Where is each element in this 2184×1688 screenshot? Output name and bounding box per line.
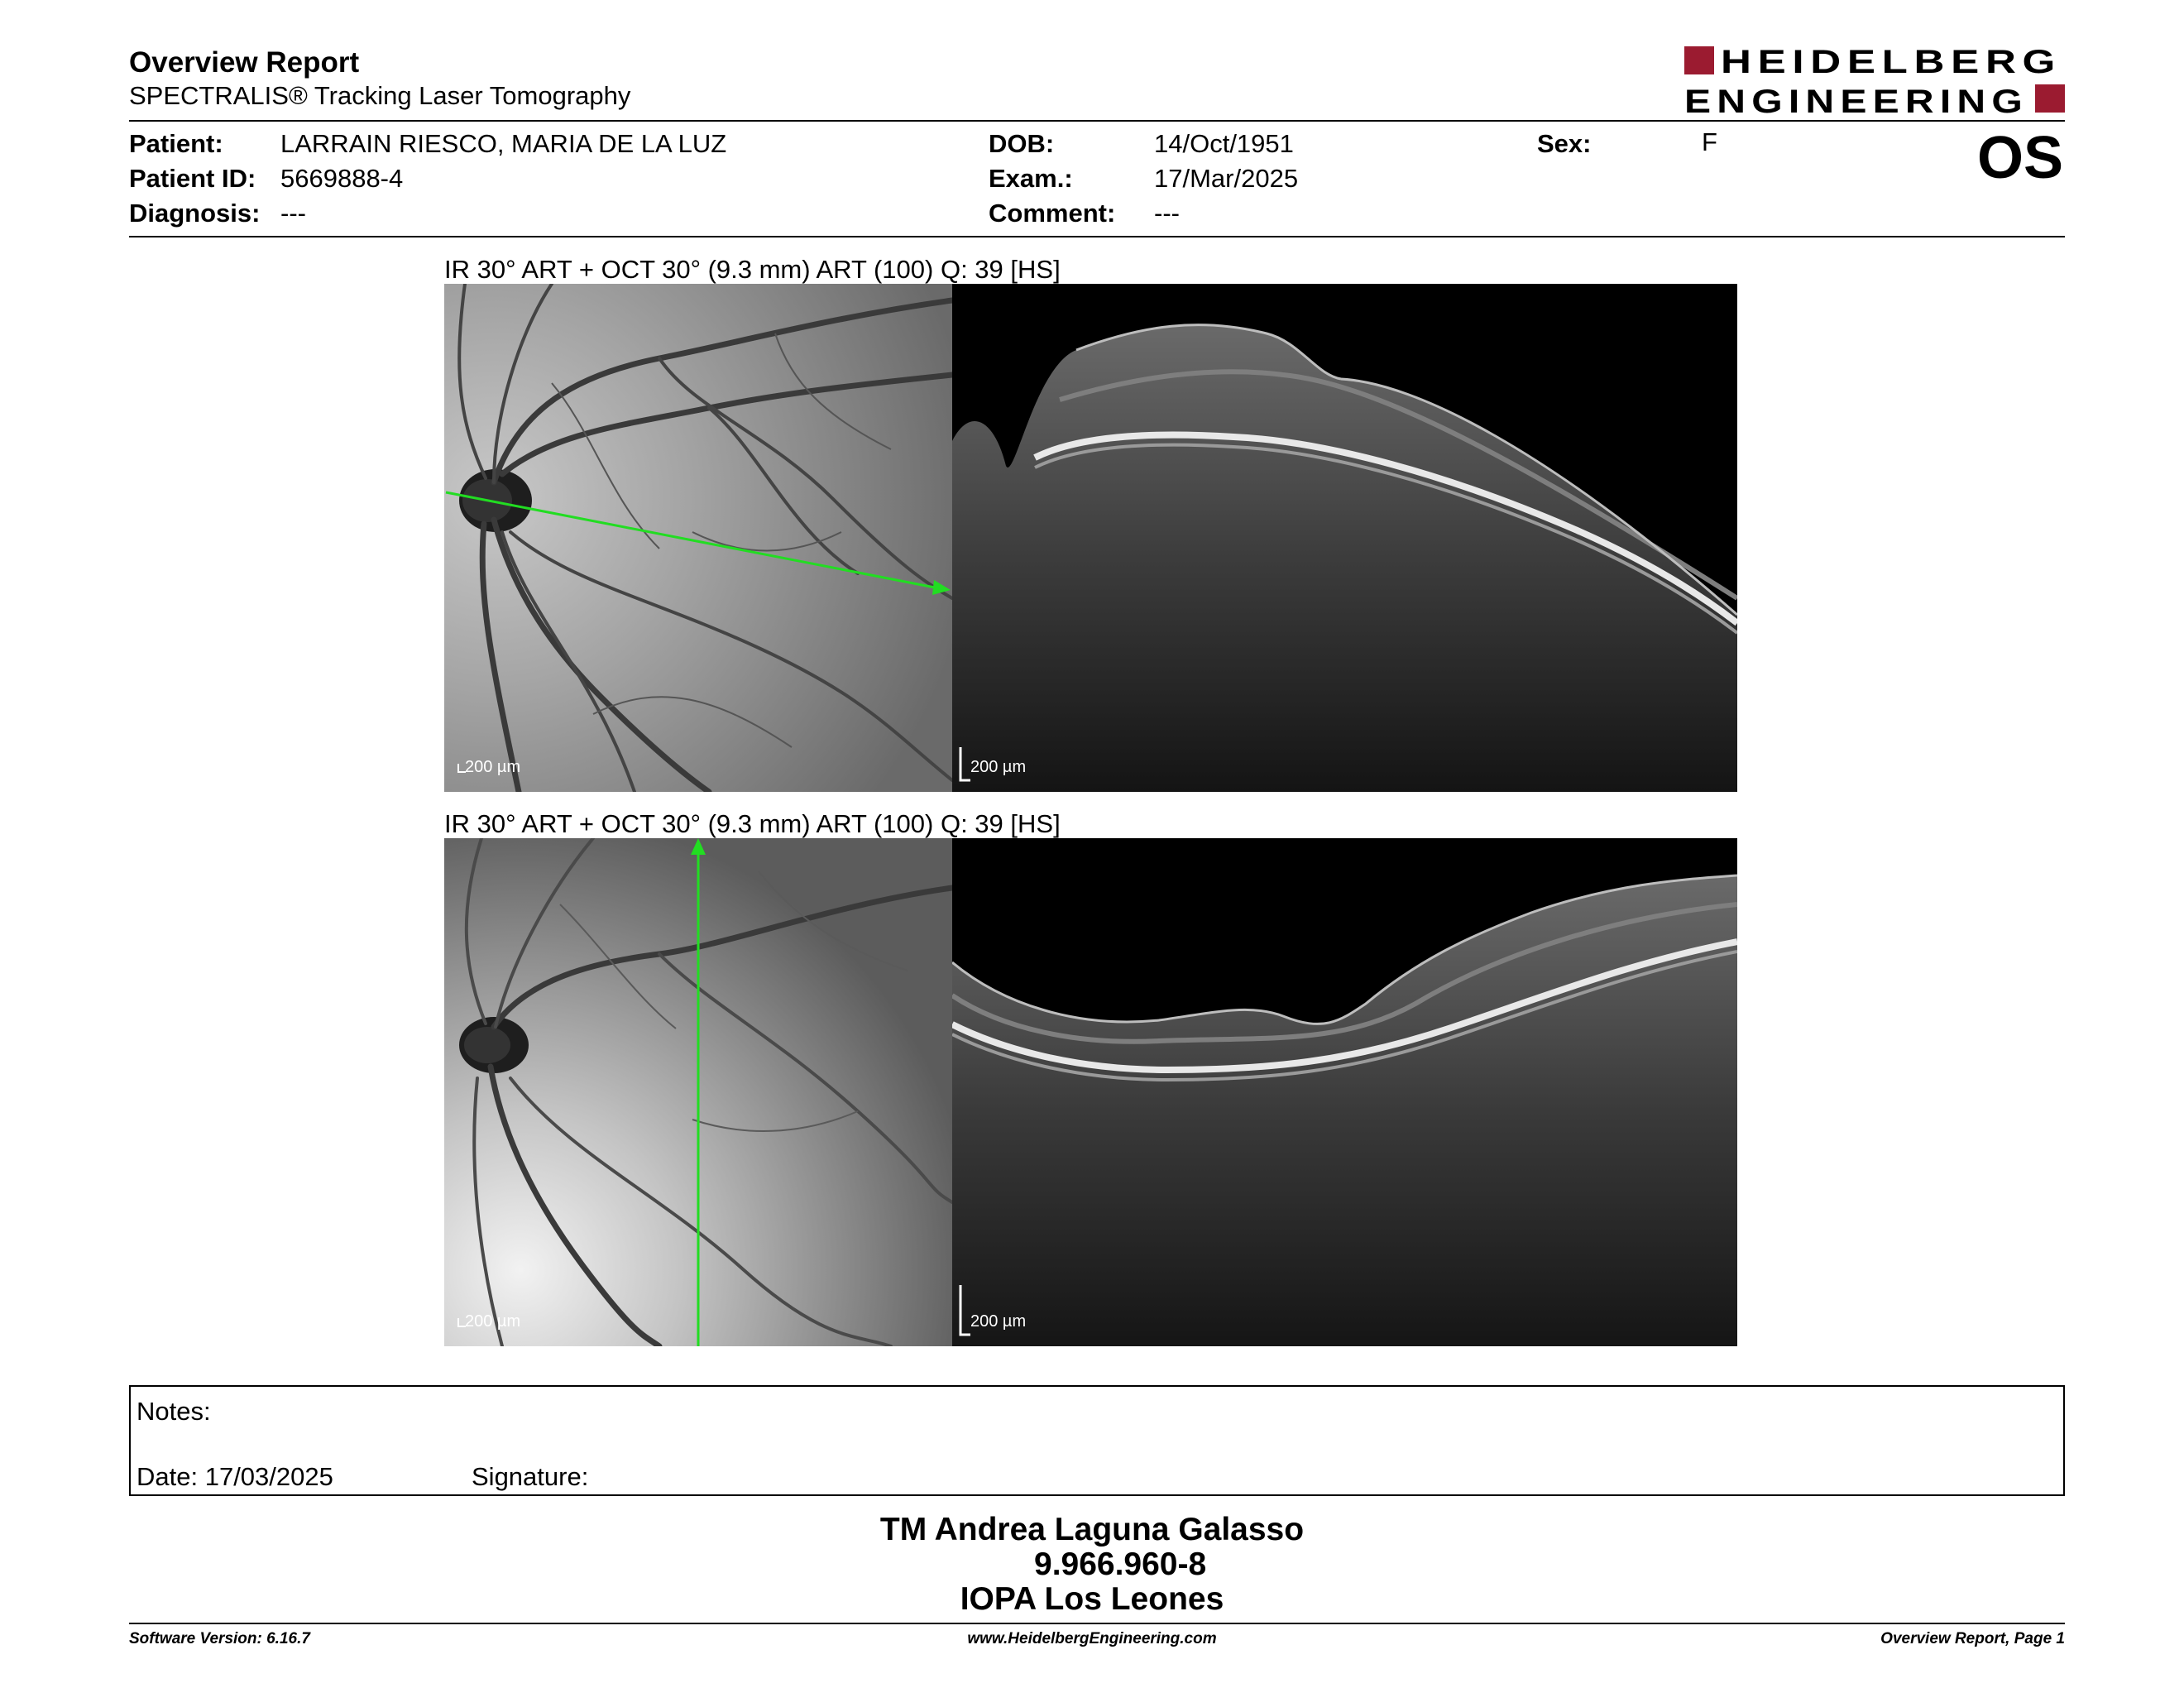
notes-box bbox=[129, 1385, 2065, 1496]
comment-label: Comment: bbox=[989, 199, 1116, 228]
eye-label: OS bbox=[1977, 125, 2064, 191]
exam-date: 17/Mar/2025 bbox=[1154, 164, 1299, 193]
scan-2-fundus-image bbox=[444, 838, 952, 1346]
scan-2-oct-image bbox=[952, 838, 1737, 1346]
page-number: Overview Report, Page 1 bbox=[1880, 1630, 2065, 1647]
scan-2-fundus-scale: 200 µm bbox=[465, 1312, 521, 1331]
svg-text:HEIDELBERG: HEIDELBERG bbox=[1721, 44, 2062, 80]
scan-2-title: IR 30° ART + OCT 30° (9.3 mm) ART (100) Q: 39 [HS] bbox=[444, 809, 1061, 838]
notes-signature-label: Signature: bbox=[472, 1462, 589, 1491]
notes-label: Notes: bbox=[136, 1397, 211, 1426]
diagnosis-label: Diagnosis: bbox=[129, 199, 261, 228]
heidelberg-logo bbox=[1684, 43, 2065, 119]
svg-text:ENGINEERING: ENGINEERING bbox=[1684, 84, 2028, 119]
patient-id-label: Patient ID: bbox=[129, 164, 256, 193]
header-divider bbox=[129, 120, 2065, 122]
footer-divider bbox=[129, 1623, 2065, 1624]
scan-2-oct-scale: 200 µm bbox=[970, 1312, 1027, 1331]
dob-value: 14/Oct/1951 bbox=[1154, 129, 1294, 158]
patient-name: LARRAIN RIESCO, MARIA DE LA LUZ bbox=[280, 129, 727, 158]
report-title: Overview Report bbox=[129, 46, 360, 79]
patient-id: 5669888-4 bbox=[280, 164, 404, 193]
website-link[interactable]: www.HeidelbergEngineering.com bbox=[967, 1630, 1217, 1647]
scan-1-oct-image bbox=[952, 284, 1737, 792]
scan-1-title: IR 30° ART + OCT 30° (9.3 mm) ART (100) Q: 39 [HS] bbox=[444, 255, 1061, 284]
diagnosis-value: --- bbox=[280, 199, 306, 228]
patient-label: Patient: bbox=[129, 129, 223, 158]
comment-value: --- bbox=[1154, 199, 1180, 228]
patient-divider bbox=[129, 236, 2065, 237]
scan-1-fundus-scale: 200 µm bbox=[465, 758, 521, 776]
signer-institution: IOPA Los Leones bbox=[960, 1581, 1224, 1617]
sex-label: Sex: bbox=[1537, 129, 1592, 158]
scan-1-oct-scale: 200 µm bbox=[970, 758, 1027, 776]
report-subtitle: SPECTRALIS® Tracking Laser Tomography bbox=[129, 81, 631, 110]
exam-label: Exam.: bbox=[989, 164, 1073, 193]
software-version: Software Version: 6.16.7 bbox=[129, 1630, 310, 1647]
notes-date: Date: 17/03/2025 bbox=[136, 1462, 333, 1491]
signer-id: 9.966.960-8 bbox=[1034, 1547, 1207, 1582]
dob-label: DOB: bbox=[989, 129, 1055, 158]
signer-name: TM Andrea Laguna Galasso bbox=[879, 1512, 1305, 1547]
sex-value: F bbox=[1702, 127, 1717, 156]
scan-1-fundus-image bbox=[444, 284, 952, 792]
